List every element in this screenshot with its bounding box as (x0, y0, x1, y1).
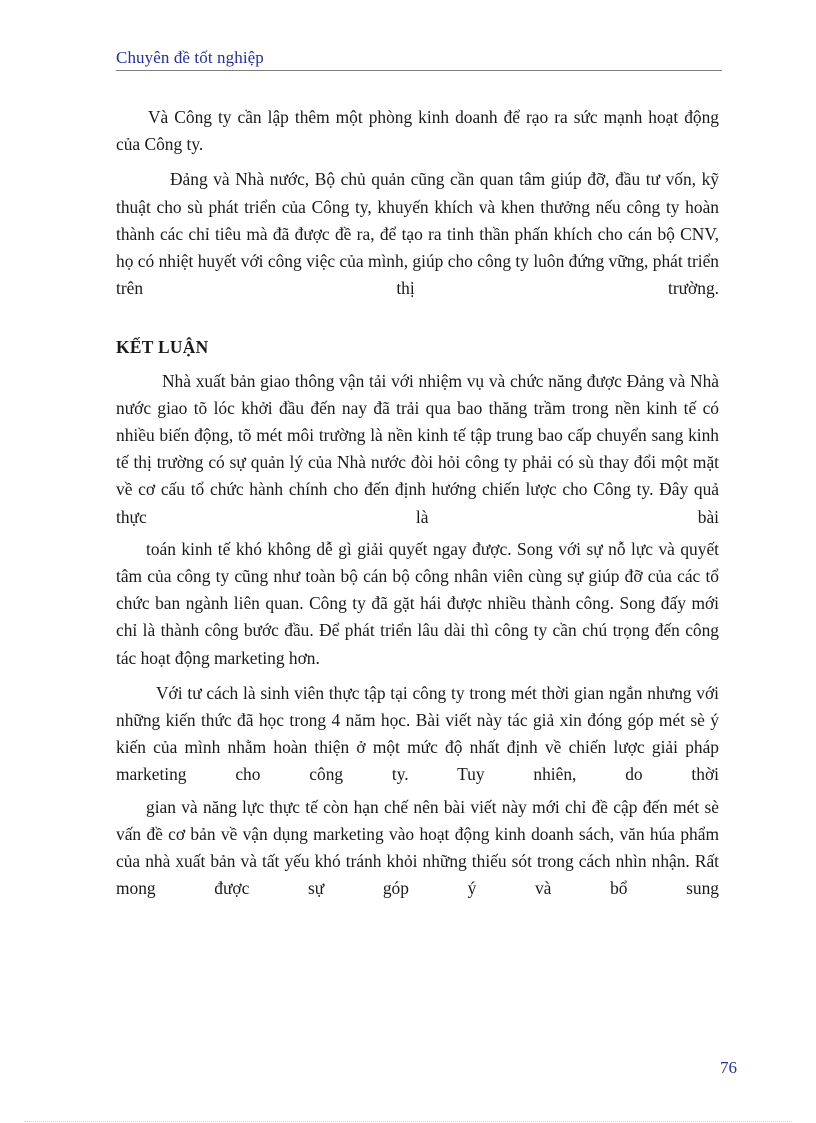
conclusion-paragraph: toán kinh tế khó không dễ gì giải quyết ngay được. Song với sự nỗ lực và quyết tâm của công ty cũng như toàn bộ cán bộ công nhân viên cùng sự giúp đỡ của các tổ chức ban ngành liên quan. Công ty đã gặt hái được nhiều thành công. Song đấy mới chỉ là thành công bước đầu. Để phát triển lâu dài thì công ty cần chú trọng đến công tác hoạt động marketing hơn. (116, 538, 719, 668)
conclusion-paragraph: Nhà xuất bản giao thông vận tải với nhiệm vụ và chức năng được Đảng và Nhà nước giao tõ lóc khởi đầu đến nay đã trải qua bao thăng trầm trong nền kinh tế có nhiều biến động, tõ mét môi trường là nền kinh tế tập trung bao cấp chuyển sang kinh tế thị trường có sự quản lý của Nhà nước đòi hỏi công ty phải có sù thay đổi một mặt về cơ cấu tổ chức hành chính cho đến định hướng chiến lược cho Công ty. Đây quả thực là bài (116, 370, 719, 527)
section-heading: KẾT LUẬN (116, 337, 209, 358)
conclusion-paragraph: gian và năng lực thực tế còn hạn chế nên bài viết này mới chỉ đề cập đến mét sè vấn đề cơ bản về vận dụng marketing vào hoạt động kinh doanh sách, văn húa phẩm của nhà xuất bản và tất yếu khó tránh khỏi những thiếu sót trong cách nhìn nhận. Rất mong được sự góp ý và bổ sung (116, 796, 719, 899)
page-header (116, 48, 722, 71)
document-body (116, 104, 719, 902)
body-paragraph: Đảng và Nhà nước, Bộ chủ quản cũng cần quan tâm giúp đỡ, đầu tư vốn, kỹ thuật cho sù phát triển của Công ty, khuyến khích và khen thưởng nếu công ty hoàn thành các chỉ tiêu mà đã được đề ra, để tạo ra tinh thần phấn khích cho cán bộ CNV, họ có nhiệt huyết với công việc của mình, giúp cho công ty luôn đứng vững, phát triển trên thị trường. (116, 169, 719, 299)
conclusion-paragraph: Với tư cách là sinh viên thực tập tại công ty trong mét thời gian ngắn nhưng với những kiến thức đã học trong 4 năm học. Bài viết này tác giả xin đóng góp mét sè ý kiến của mình nhằm hoàn thiện ở một mức độ nhất định về chiến lược giải pháp marketing cho công ty. Tuy nhiên, do thời (116, 682, 719, 785)
page-number: 76 (720, 1058, 737, 1077)
body-paragraph: Và Công ty cần lập thêm một phòng kinh doanh để rạo ra sức mạnh hoạt động của Công ty. (116, 107, 719, 155)
header-title: Chuyên đề tốt nghiệp (116, 48, 264, 67)
footer-divider (24, 1121, 792, 1122)
